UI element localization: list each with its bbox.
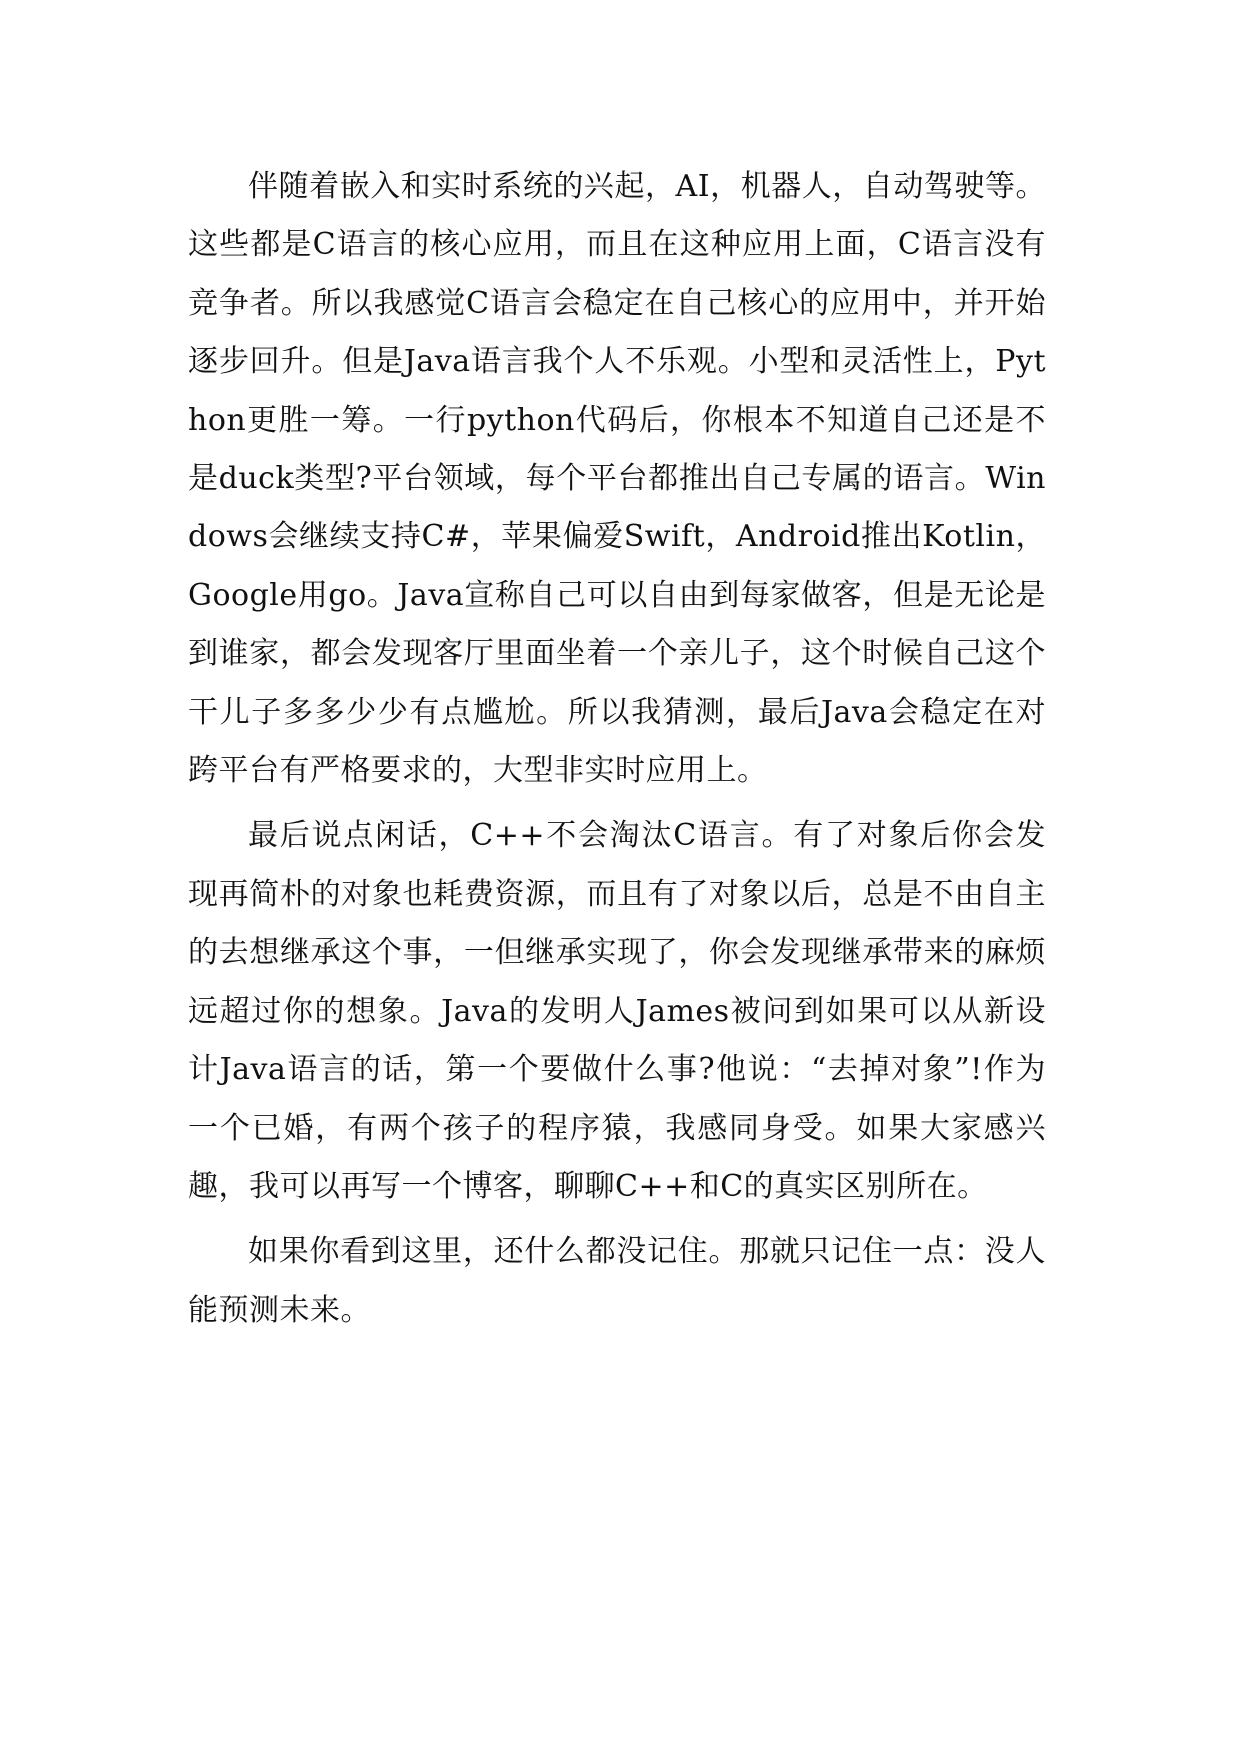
- document-body: [188, 158, 1046, 1340]
- paragraph-cpp-vs-c: 最后说点闲话，C++不会淘汰C语言。有了对象后你会发现再简朴的对象也耗费资源，而且有了对象以后，总是不由自主的去想继承这个事，一但继承实现了，你会发现继承带来的麻烦远超过你的想象。Java的发明人James被问到如果可以从新设计Java语言的话，第一个要做什么事?他说：“去掉对象”!作为一个已婚，有两个孩子的程序猿，我感同身受。如果大家感兴趣，我可以再写一个博客，聊聊C++和C的真实区别所在。: [188, 818, 1046, 1204]
- paragraph-conclusion: 如果你看到这里，还什么都没记住。那就只记住一点：没人能预测未来。: [188, 1234, 1046, 1328]
- paragraph-c-java-outlook: 伴随着嵌入和实时系统的兴起，AI，机器人，自动驾驶等。这些都是C语言的核心应用，而且在这种应用上面，C语言没有竞争者。所以我感觉C语言会稳定在自己核心的应用中，并开始逐步回升。但是Java语言我个人不乐观。小型和灵活性上，Python更胜一筹。一行python代码后，你根本不知道自己还是不是duck类型?平台领域，每个平台都推出自己专属的语言。Windows会继续支持C#，苹果偏爱Swift，Android推出Kotlin，Google用go。Java宣称自己可以自由到每家做客，但是无论是到谁家，都会发现客厅里面坐着一个亲儿子，这个时候自己这个干儿子多多少少有点尴尬。所以我猜测，最后Java会稳定在对跨平台有严格要求的，大型非实时应用上。: [188, 169, 1046, 789]
